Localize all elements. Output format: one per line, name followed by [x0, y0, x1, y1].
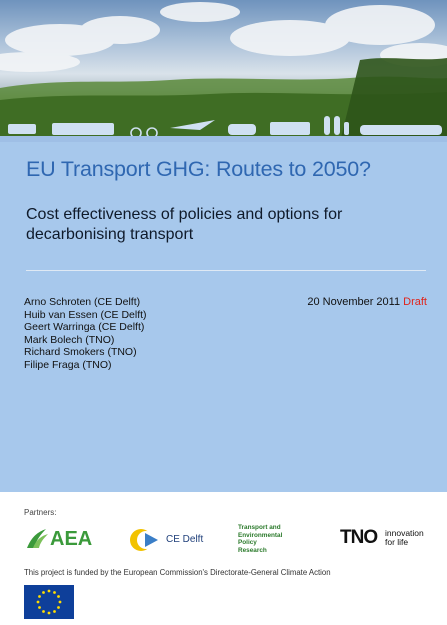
hero-landscape-image: [0, 0, 447, 142]
tepr-line: Policy: [238, 539, 257, 547]
date-text: 20 November 2011: [307, 296, 401, 308]
partners-label: Partners:: [24, 508, 57, 517]
author-name: Geert Warringa (CE Delft): [24, 321, 145, 333]
aea-logo: [24, 526, 96, 552]
author-name: Huib van Essen (CE Delft): [24, 308, 147, 321]
report-subtitle: Cost effectiveness of policies and options for decarbonising transport: [26, 206, 343, 243]
tno-logo-mark: TNO: [340, 527, 378, 548]
funding-note: This project is funded by the European Commission's Directorate-General Climate Action: [24, 568, 331, 577]
tepr-line: Environmental: [238, 531, 283, 539]
hero-landscape-svg: [0, 0, 447, 142]
eu-flag: [24, 585, 74, 619]
report-title: EU Transport GHG: Routes to 2050?: [26, 157, 371, 181]
aea-logo-text: AEA: [50, 528, 93, 550]
draft-status: Draft: [403, 296, 427, 308]
divider-line: [26, 270, 426, 271]
tepr-logo: [238, 524, 298, 558]
tepr-line: Research: [238, 546, 267, 554]
author-name: Richard Smokers (TNO): [24, 346, 137, 358]
author-name: Mark Bolech (TNO): [24, 333, 115, 346]
ce-delft-logo-mark: [128, 527, 164, 553]
author-list: [24, 296, 147, 371]
ce-delft-logo: [128, 527, 208, 553]
tno-logo: [340, 527, 430, 551]
report-date: [307, 296, 427, 308]
tno-tagline-line: for life: [385, 537, 409, 547]
tepr-line: Transport and: [238, 524, 281, 531]
author-name: Arno Schroten (CE Delft): [24, 296, 141, 308]
author-name: Filipe Fraga (TNO): [24, 358, 112, 371]
aea-logo-mark: [24, 526, 50, 552]
ce-delft-logo-text: CE Delft: [166, 534, 204, 545]
eu-flag-stars: [24, 585, 74, 619]
tno-tagline: [385, 529, 424, 547]
tno-tagline-line: innovation: [385, 528, 424, 538]
